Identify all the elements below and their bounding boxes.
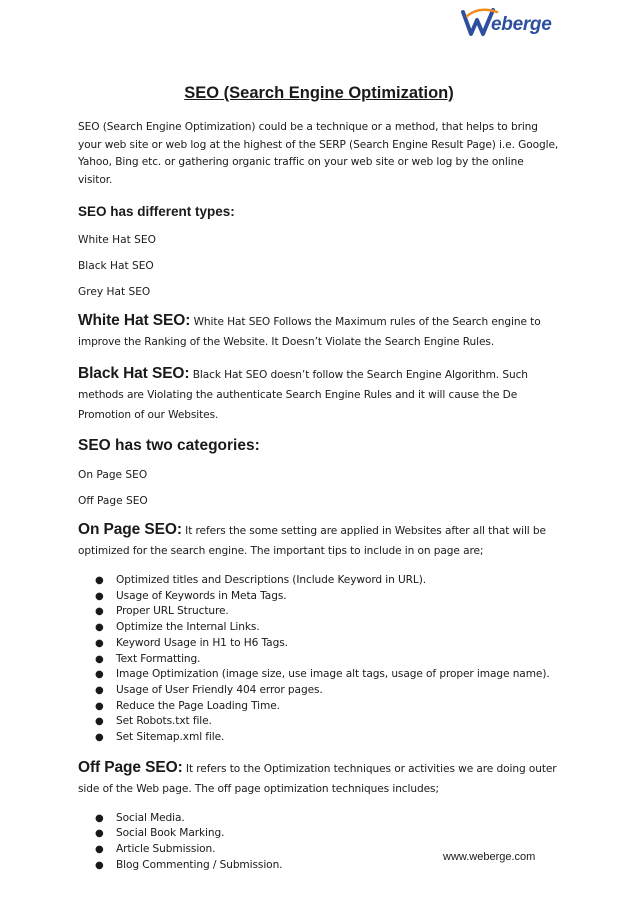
list-item: ● Keyword Usage in H1 to H6 Tags. xyxy=(78,636,560,652)
list-item: ● Article Submission. xyxy=(78,842,560,858)
list-item: ● Blog Commenting / Submission. xyxy=(78,858,560,874)
logo-wordmark: eberge xyxy=(491,14,552,35)
white-hat-paragraph xyxy=(78,311,560,352)
type-grey-hat: Grey Hat SEO xyxy=(78,286,151,298)
list-item: ● Proper URL Structure. xyxy=(78,604,560,620)
list-item: ● Social Book Marking. xyxy=(78,826,560,842)
off-page-paragraph xyxy=(78,758,560,799)
list-item: ● Optimize the Internal Links. xyxy=(78,620,560,636)
bullet-icon: ● xyxy=(95,575,104,586)
page-title: SEO (Search Engine Optimization) xyxy=(184,84,454,102)
list-item: ● Optimized titles and Descriptions (Include Keyword in URL). xyxy=(78,573,560,589)
category-off-page: Off Page SEO xyxy=(78,495,148,507)
list-item: ● Set Sitemap.xml file. xyxy=(78,730,560,746)
category-on-page: On Page SEO xyxy=(78,469,148,481)
black-hat-text: Black Hat SEO doesn’t follow the Search Engine Algorithm. Such methods are Violating the authenticate Search Engine Rules and it will cause the De Promotion of our Websites. xyxy=(78,369,528,421)
list-item: ● Image Optimization (image size, use image alt tags, usage of proper image name). xyxy=(78,667,560,683)
white-hat-text: White Hat SEO Follows the Maximum rules of the Search engine to improve the Ranking of the Website. It Doesn’t Violate the Search Engine Rules. xyxy=(78,316,541,348)
on-page-label: On Page SEO: xyxy=(78,521,182,538)
bullet-icon: ● xyxy=(95,590,104,602)
on-page-list xyxy=(78,573,560,746)
bullet-icon: ● xyxy=(95,716,104,728)
bullet-icon: ● xyxy=(95,828,104,840)
footer-url: www.weberge.com xyxy=(443,851,536,863)
off-page-list xyxy=(78,811,560,874)
type-white-hat: White Hat SEO xyxy=(78,234,156,246)
off-page-text: It refers to the Optimization techniques or activities we are doing outer side of the Web page. The off page optimization techniques includes; xyxy=(78,762,557,795)
bullet-icon: ● xyxy=(95,684,104,696)
off-page-label: Off Page SEO: xyxy=(78,758,183,776)
bullet-icon: ● xyxy=(95,637,104,649)
bullet-icon: ● xyxy=(95,859,104,871)
list-item: ● Text Formatting. xyxy=(78,652,560,668)
on-page-paragraph xyxy=(78,520,560,561)
list-item: ● Social Media. xyxy=(78,811,560,827)
list-item: ● Set Robots.txt file. xyxy=(78,714,560,730)
bullet-icon: ● xyxy=(95,844,104,856)
type-black-hat: Black Hat SEO xyxy=(78,260,154,272)
bullet-icon: ● xyxy=(95,606,104,618)
bullet-icon: ● xyxy=(95,732,104,744)
bullet-icon: ● xyxy=(95,653,104,665)
black-hat-label: Black Hat SEO: xyxy=(78,365,190,382)
weberge-logo xyxy=(461,6,561,40)
bullet-icon: ● xyxy=(95,812,104,824)
types-heading: SEO has different types: xyxy=(78,204,235,219)
intro-paragraph: SEO (Search Engine Optimization) could be a technique or a method, that helps to bring your web site or web log at the highest of the SERP (Search Engine Result Page) i.e. Google, Yahoo, Bing etc. or gathering organic traffic on your web site or web log by the online visitor. xyxy=(78,121,559,186)
bullet-icon: ● xyxy=(95,622,104,634)
list-item: ● Usage of User Friendly 404 error pages. xyxy=(78,683,560,699)
black-hat-paragraph xyxy=(78,364,560,425)
categories-heading: SEO has two categories: xyxy=(78,437,260,454)
on-page-text: It refers the some setting are applied in Websites after all that will be optimized for the search engine. The important tips to include in on page are; xyxy=(78,525,546,557)
bullet-icon: ● xyxy=(95,669,104,681)
list-item: ● Usage of Keywords in Meta Tags. xyxy=(78,589,560,605)
list-item: ● Reduce the Page Loading Time. xyxy=(78,699,560,715)
document-body xyxy=(78,82,560,874)
white-hat-label: White Hat SEO: xyxy=(78,312,191,329)
bullet-icon: ● xyxy=(95,700,104,712)
